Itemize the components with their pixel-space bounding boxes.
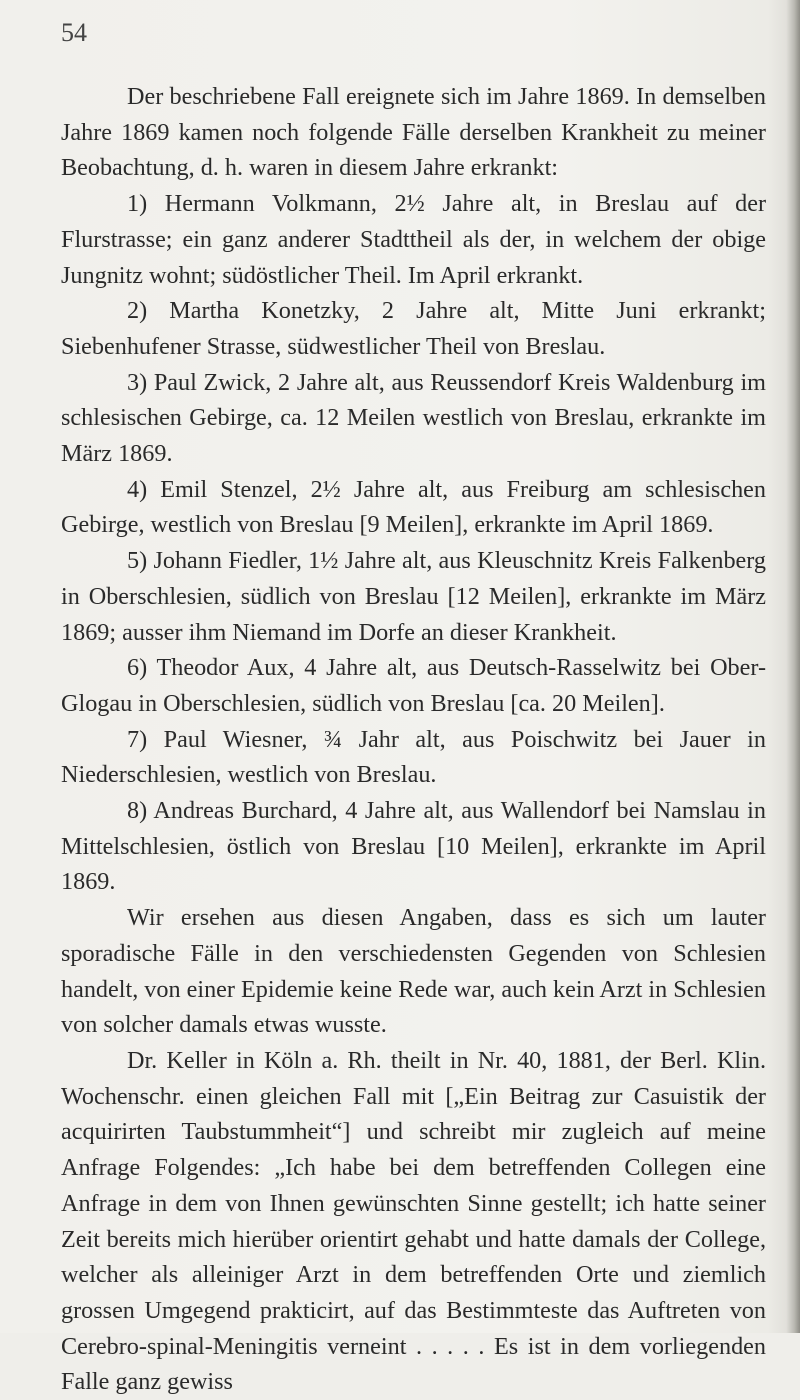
case-7: 7) Paul Wiesner, ¾ Jahr alt, aus Poischwitz bei Jauer in Niederschlesien, westlich von Breslau. <box>61 725 766 789</box>
case-8: 8) Andreas Burchard, 4 Jahre alt, aus Wallendorf bei Namslau in Mittelschlesien, östlich von Breslau [10 Meilen], erkrankte im April 1869. <box>61 797 766 896</box>
case-5: 5) Johann Fiedler, 1½ Jahre alt, aus Kleuschnitz Kreis Falkenberg in Oberschlesien, südlich von Breslau [12 Meilen], erkrankte im März 1869; ausser ihm Niemand im Dorfe an dieser Krankheit. <box>61 547 766 646</box>
case-1: 1) Hermann Volkmann, 2½ Jahre alt, in Breslau auf der Flurstrasse; ein ganz anderer Stadttheil als der, in welchem der obige Jungnitz wohnt; südöstlicher Theil. Im April erkrankt. <box>61 190 766 289</box>
paragraph-conclusion: Wir ersehen aus diesen Angaben, dass es sich um lauter sporadische Fälle in den verschiedensten Gegenden von Schlesien handelt, von einer Epidemie keine Rede war, auch kein Arzt in Schlesien von solcher damals etwas wusste. <box>61 904 766 1039</box>
case-3: 3) Paul Zwick, 2 Jahre alt, aus Reussendorf Kreis Waldenburg im schlesischen Gebirge, ca. 12 Meilen westlich von Breslau, erkrankte im März 1869. <box>61 368 766 468</box>
page-number: 54 <box>61 18 87 47</box>
body-text <box>61 79 766 1400</box>
case-2: 2) Martha Konetzky, 2 Jahre alt, Mitte Juni erkrankt; Siebenhufener Strasse, südwestlicher Theil von Breslau. <box>61 297 766 360</box>
case-4: 4) Emil Stenzel, 2½ Jahre alt, aus Freiburg am schlesischen Gebirge, westlich von Breslau [9 Meilen], erkrankte im April 1869. <box>61 475 766 539</box>
paragraph-keller: Dr. Keller in Köln a. Rh. theilt in Nr. 40, 1881, der Berl. Klin. Wochenschr. einen gleichen Fall mit [„Ein Beitrag zur Casuistik der acquirirten Taubstummheit“] und schreibt mir zugleich auf meine Anfrage Folgendes: „Ich habe bei dem betreffenden Collegen eine Anfrage in dem von Ihnen gewünschten Sinne gestellt; ich hatte seiner Zeit bereits mich hierüber orientirt gehabt und hatte damals der College, welcher als alleiniger Arzt in dem betreffenden Orte und ziemlich grossen Umgegend prakticirt, auf das Bestimmteste das Auftreten von Cerebro-spinal-Meningitis verneint . . . . . Es ist in dem vorliegenden Falle ganz gewiss <box>61 1046 766 1396</box>
paragraph-intro: Der beschriebene Fall ereignete sich im Jahre 1869. In demselben Jahre 1869 kamen noch folgende Fälle derselben Krankheit zu meiner Beobachtung, d. h. waren in diesem Jahre erkrankt: <box>61 83 766 182</box>
page-edge <box>786 0 800 1333</box>
case-6: 6) Theodor Aux, 4 Jahre alt, aus Deutsch-Rasselwitz bei Ober-Glogau in Oberschlesien, südlich von Breslau [ca. 20 Meilen]. <box>61 654 766 717</box>
